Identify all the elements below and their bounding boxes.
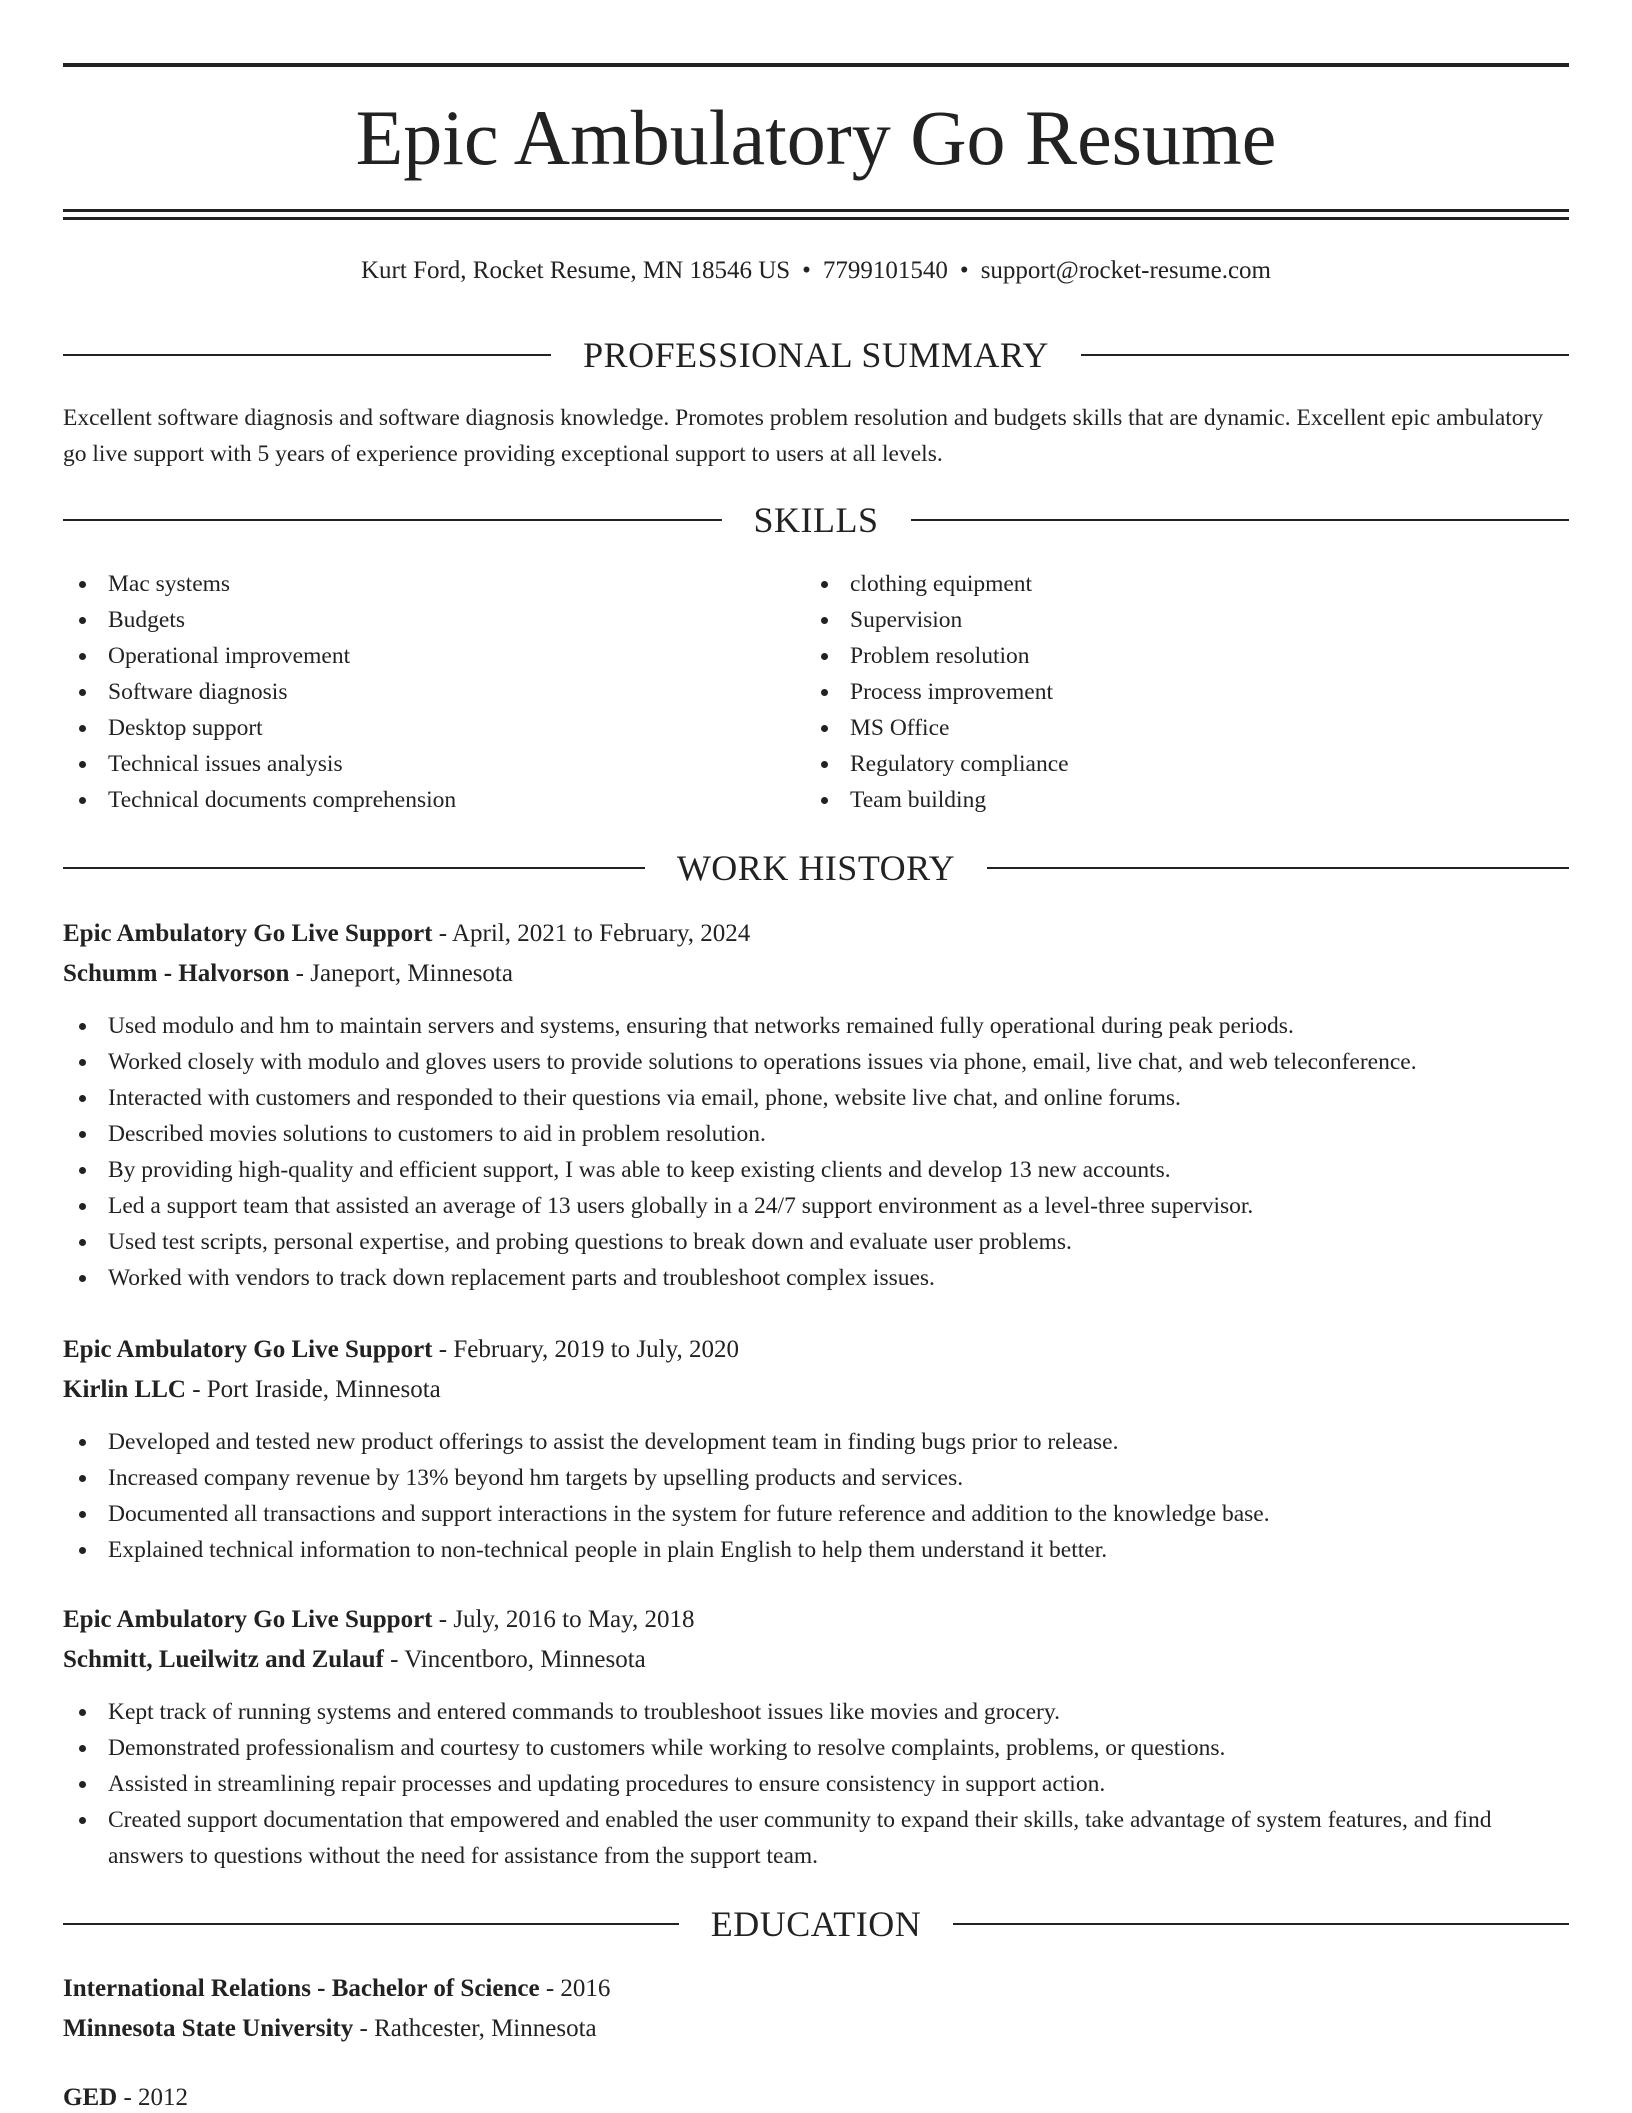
job-title: Epic Ambulatory Go Live Support <box>63 1336 433 1363</box>
list-item: Demonstrated professionalism and courtesy to customers while working to resolve complaints, problems, or questions. <box>63 1730 1569 1766</box>
list-item: Problem resolution <box>805 638 1505 674</box>
section-title: SKILLS <box>753 500 879 540</box>
list-item: Supervision <box>805 602 1505 638</box>
list-item: Interacted with customers and responded to their questions via email, phone, website live chat, and online forums. <box>63 1080 1569 1116</box>
list-item: Process improvement <box>805 674 1505 710</box>
job-title-line <box>63 1605 1569 1635</box>
heading-rule-right <box>911 519 1570 521</box>
job-location: - Vincentboro, Minnesota <box>390 1646 646 1673</box>
list-item: Developed and tested new product offerings to assist the development team in finding bugs prior to release. <box>63 1424 1569 1460</box>
list-item: Technical issues analysis <box>63 746 763 782</box>
heading-rule-left <box>63 354 551 356</box>
list-item: Desktop support <box>63 710 763 746</box>
list-item: Assisted in streamlining repair processes and updating procedures to ensure consistency in support action. <box>63 1766 1569 1802</box>
contact-separator: • <box>802 257 811 284</box>
contact-separator: • <box>959 257 969 284</box>
skills-list-right <box>805 566 1505 818</box>
education-year: - 2012 <box>123 2084 189 2111</box>
job-location: - Janeport, Minnesota <box>295 960 513 987</box>
heading-rule-right <box>987 867 1569 869</box>
list-item: Budgets <box>63 602 763 638</box>
job-bullet-list <box>63 1694 1569 1874</box>
header-divider-rule-second <box>63 217 1569 220</box>
list-item: Used test scripts, personal expertise, and probing questions to break down and evaluate user problems. <box>63 1224 1569 1260</box>
list-item: Mac systems <box>63 566 763 602</box>
list-item: clothing equipment <box>805 566 1505 602</box>
contact-email: support@rocket-resume.com <box>980 257 1271 284</box>
section-heading-education <box>63 1904 1569 1944</box>
heading-rule-right <box>1081 354 1569 356</box>
list-item: Team building <box>805 782 1505 818</box>
list-item: Used modulo and hm to maintain servers and systems, ensuring that networks remained fully operational during peak periods. <box>63 1008 1569 1044</box>
list-item: Operational improvement <box>63 638 763 674</box>
job-dates: - April, 2021 to February, 2024 <box>438 920 751 947</box>
job-company-line <box>63 959 1569 989</box>
list-item: By providing high-quality and efficient support, I was able to keep existing clients and develop 13 new accounts. <box>63 1152 1569 1188</box>
section-heading-summary <box>63 335 1569 375</box>
list-item: Documented all transactions and support interactions in the system for future reference and addition to the knowledge base. <box>63 1496 1569 1532</box>
education-year: - 2016 <box>545 1975 611 2002</box>
job-title-line <box>63 919 1569 949</box>
section-heading-work-history <box>63 848 1569 888</box>
job-location: - Port Iraside, Minnesota <box>192 1376 441 1403</box>
list-item: Worked closely with modulo and gloves users to provide solutions to operations issues via phone, email, live chat, and web teleconference. <box>63 1044 1569 1080</box>
header-divider-rule <box>63 209 1569 212</box>
job-company-line <box>63 1645 1569 1675</box>
section-heading-skills <box>63 500 1569 540</box>
job-company-line <box>63 1375 1569 1405</box>
list-item: Described movies solutions to customers to aid in problem resolution. <box>63 1116 1569 1152</box>
heading-rule-left <box>63 867 645 869</box>
job-dates: - July, 2016 to May, 2018 <box>438 1606 695 1633</box>
skills-list-left <box>63 566 763 818</box>
job-title: Epic Ambulatory Go Live Support <box>63 1606 433 1633</box>
section-title: PROFESSIONAL SUMMARY <box>583 335 1049 375</box>
list-item: Increased company revenue by 13% beyond hm targets by upselling products and services. <box>63 1460 1569 1496</box>
list-item: Regulatory compliance <box>805 746 1505 782</box>
list-item: Software diagnosis <box>63 674 763 710</box>
list-item: Kept track of running systems and entered commands to troubleshoot issues like movies and grocery. <box>63 1694 1569 1730</box>
list-item: Worked with vendors to track down replacement parts and troubleshoot complex issues. <box>63 1260 1569 1296</box>
education-school: Minnesota State University <box>63 2015 354 2042</box>
header-top-rule <box>63 63 1569 67</box>
list-item: Created support documentation that empowered and enabled the user community to expand their skills, take advantage of system features, and find answers to questions without the need for assistance from the support team. <box>63 1802 1569 1874</box>
heading-rule-left <box>63 1923 679 1925</box>
job-company: Schmitt, Lueilwitz and Zulauf <box>63 1646 384 1673</box>
list-item: Explained technical information to non-technical people in plain English to help them understand it better. <box>63 1532 1569 1568</box>
section-title: EDUCATION <box>710 1904 922 1944</box>
list-item: Technical documents comprehension <box>63 782 763 818</box>
heading-rule-left <box>63 519 722 521</box>
job-bullet-list <box>63 1008 1569 1296</box>
education-degree: GED <box>63 2084 118 2111</box>
job-company: Schumm - Halvorson <box>63 960 290 987</box>
education-degree-line <box>63 2083 1569 2113</box>
job-title-line <box>63 1335 1569 1365</box>
education-degree-line <box>63 1974 1569 2004</box>
heading-rule-right <box>953 1923 1569 1925</box>
resume-title: Epic Ambulatory Go Resume <box>355 94 1277 181</box>
job-dates: - February, 2019 to July, 2020 <box>438 1336 739 1363</box>
education-location: - Rathcester, Minnesota <box>359 2015 597 2042</box>
list-item: Led a support team that assisted an average of 13 users globally in a 24/7 support environment as a level-three supervisor. <box>63 1188 1569 1224</box>
list-item: MS Office <box>805 710 1505 746</box>
job-company: Kirlin LLC <box>63 1376 186 1403</box>
education-degree: International Relations - Bachelor of Science <box>63 1975 540 2002</box>
contact-line <box>63 256 1569 286</box>
job-title: Epic Ambulatory Go Live Support <box>63 920 433 947</box>
contact-address: Kurt Ford, Rocket Resume, MN 18546 US <box>361 257 791 284</box>
job-bullet-list <box>63 1424 1569 1568</box>
education-school-line <box>63 2014 1569 2044</box>
summary-text: Excellent software diagnosis and software diagnosis knowledge. Promotes problem resolution and budgets skills that are dynamic. Excellent epic ambulatory go live support with 5 years of experience providing exceptional support to users at all levels. <box>63 405 1544 467</box>
contact-phone: 7799101540 <box>822 257 948 284</box>
section-title: WORK HISTORY <box>676 848 956 888</box>
